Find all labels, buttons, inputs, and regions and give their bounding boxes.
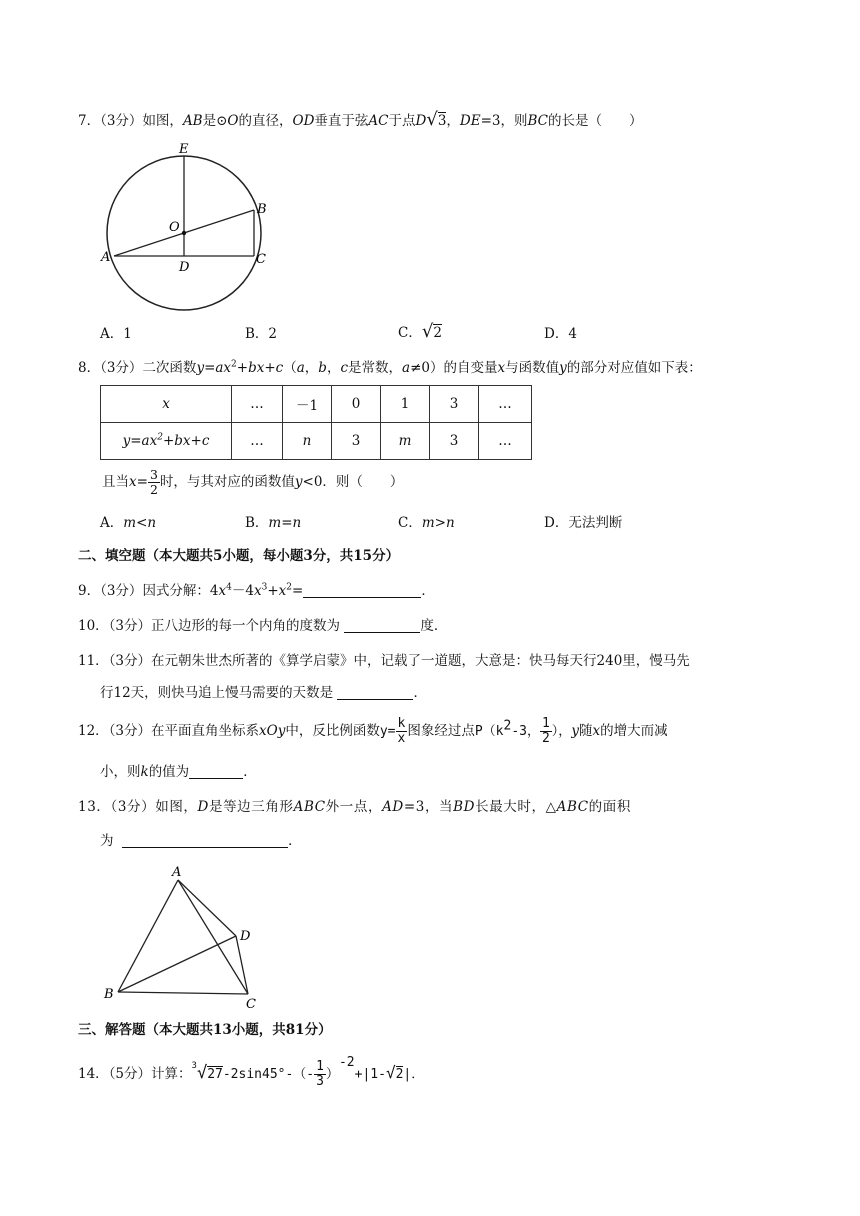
q7-circle-figure (96, 138, 276, 314)
q10-stem: 10．（3分）正八边形的每一个内角的度数为 度． (78, 618, 448, 634)
q13-line2: 为 ． (100, 833, 302, 849)
table-row: x … －1 0 1 3 … (101, 386, 532, 423)
q12-line2: 小，则k的值为 ． (100, 764, 257, 780)
q8-option-c[interactable]: C．m>n (398, 515, 455, 531)
q8-stem: 8．（3分）二次函数$y=ax^2+bx+c(a$，b，c是常数，a≠0）的自变量x与函数值y的部分对应值如下表： (78, 359, 702, 376)
label-b: B (257, 202, 267, 217)
table-header-y: $y=ax^2+bx+c$ (101, 423, 232, 460)
label-e: E (179, 142, 189, 157)
sqrt-symbol: √ (426, 109, 438, 130)
label-a: A (101, 250, 111, 265)
answer-blank[interactable] (337, 685, 413, 700)
q13-triangle-figure (100, 862, 270, 1010)
q13-line1: 13．（3分）如图，D是等边三角形ABC外一点，AD=3，当BD长最大时，△ABC的面积 (78, 799, 631, 815)
q14-stem: 14．（5分）计算：$^3$√27-2sin45°-（- $\frac{1}{3}$ ）$^{-2}$+|1-√2|． (78, 1055, 425, 1089)
q7-option-d[interactable]: D．4 (544, 326, 577, 342)
q7-stem: 7．（3分）如图，AB是⊙O的直径，OD垂直于弦AC于点D√3，DE=3，则BC的长是（ ） (78, 109, 643, 130)
q7-option-b[interactable]: B．2 (245, 326, 278, 342)
q11-line2: 行12天，则快马追上慢马需要的天数是 ． (100, 685, 427, 701)
label-c: C (246, 997, 256, 1010)
label-b: B (104, 987, 114, 1002)
q8-option-b[interactable]: B．m=n (245, 515, 302, 531)
q8-option-d[interactable]: D．无法判断 (544, 515, 623, 531)
fraction-k-over-x: $\frac{k}{x}$ (397, 716, 406, 746)
center-point (182, 231, 186, 235)
answer-blank[interactable] (122, 833, 288, 848)
label-c: C (256, 252, 266, 267)
q7-option-c[interactable]: C．√2 (398, 321, 442, 342)
fraction-three-halves: $\frac{3}{2}$ (149, 467, 158, 497)
table-row: $y=ax^2+bx+c$ … n 3 m 3 … (101, 423, 532, 460)
q11-line1: 11．（3分）在元朝朱世杰所著的《算学启蒙》中，记载了一道题，大意是：快马每天行240里，慢马先 (78, 653, 690, 669)
table-header-x: x (101, 386, 232, 423)
q7-option-a[interactable]: A．1 (100, 326, 132, 342)
label-d: D (179, 260, 190, 275)
q8-option-a[interactable]: A．m<n (100, 515, 157, 531)
fraction-one-half: $\frac{1}{2}$ (541, 716, 550, 746)
fraction-one-third: $\frac{1}{3}$ (316, 1059, 324, 1089)
q8-value-table (100, 385, 532, 460)
answer-blank[interactable] (189, 764, 243, 779)
q9-stem: 9．（3分）因式分解：$4x^4-4x^3+x^2=$ ． (78, 582, 435, 599)
answer-blank[interactable] (344, 618, 420, 633)
section-title-fill-in: 二、填空题（本大题共5小题，每小题3分，共15分） (78, 548, 400, 564)
label-o: O (169, 220, 180, 235)
q12-line1: 12．（3分）在平面直角坐标系xOy中，反比例函数y= $\frac{k}{x}$ 图象经过点$P(k^2-3$， $\frac{1}{2}$ ），y随x的增大而减 (78, 716, 668, 746)
cube-root: $^3$√27 (191, 1061, 223, 1083)
label-d: D (240, 929, 251, 944)
answer-blank[interactable] (303, 583, 421, 598)
q8-condition: 且当x= $\frac{3}{2}$ 时，与其对应的函数值y<0．则（ ） (102, 467, 404, 497)
section-title-solutions: 三、解答题（本大题共13小题，共81分） (78, 1022, 332, 1038)
label-a: A (172, 865, 182, 880)
